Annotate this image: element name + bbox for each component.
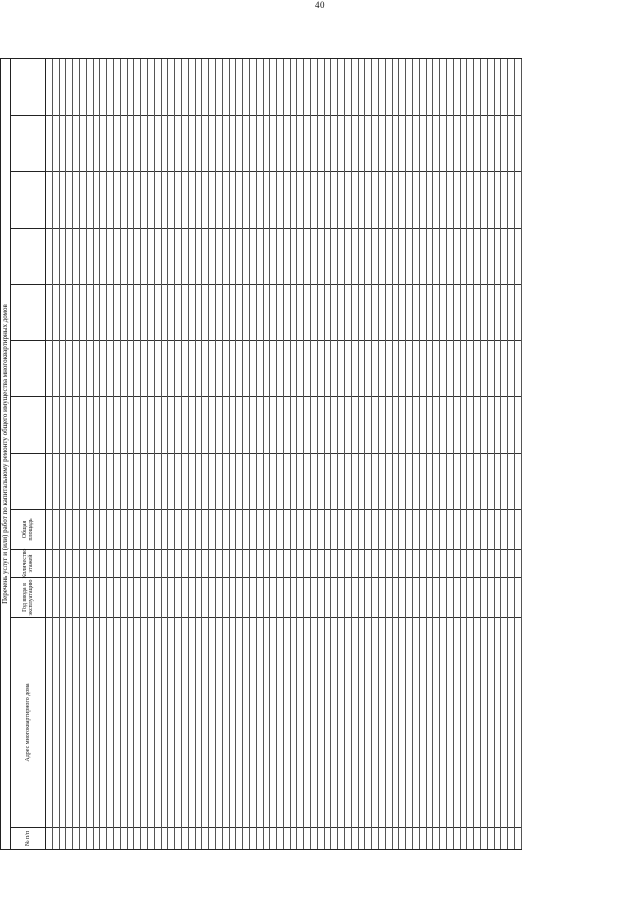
table-row xyxy=(243,59,250,849)
header-cell-4: Количество этажей xyxy=(11,549,45,577)
page-number: 40 xyxy=(315,0,325,10)
table-row xyxy=(495,59,502,849)
table-row xyxy=(60,59,67,849)
table-body xyxy=(46,59,522,849)
header-cell-3: Год ввода в эксплуатацию xyxy=(11,577,45,617)
table-row xyxy=(134,59,141,849)
header-cell-13 xyxy=(11,59,45,115)
table-row xyxy=(386,59,393,849)
table-row xyxy=(264,59,271,849)
table-row xyxy=(114,59,121,849)
table-row xyxy=(168,59,175,849)
table-row xyxy=(291,59,298,849)
table-row xyxy=(325,59,332,849)
table-row xyxy=(148,59,155,849)
rotated-repair-table xyxy=(0,58,522,850)
table-row xyxy=(175,59,182,849)
row-rules xyxy=(46,59,522,849)
table-row xyxy=(440,59,447,849)
header-cell-2: Адрес многоквартирного дома xyxy=(11,617,45,827)
table-row xyxy=(508,59,515,849)
table-row xyxy=(331,59,338,849)
table-row xyxy=(216,59,223,849)
header-cell-1: № п/п xyxy=(11,827,45,849)
table-row xyxy=(46,59,53,849)
table-row xyxy=(515,59,522,849)
table-row xyxy=(474,59,481,849)
table-row xyxy=(73,59,80,849)
header-cell-11 xyxy=(11,172,45,228)
table-header xyxy=(11,59,46,849)
table-row xyxy=(182,59,189,849)
table-row xyxy=(284,59,291,849)
table-row xyxy=(318,59,325,849)
table-row xyxy=(311,59,318,849)
table-row xyxy=(379,59,386,849)
header-cell-9 xyxy=(11,284,45,340)
table-row xyxy=(230,59,237,849)
table-row xyxy=(399,59,406,849)
table-row xyxy=(393,59,400,849)
table-row xyxy=(162,59,169,849)
table-row xyxy=(433,59,440,849)
table-row xyxy=(107,59,114,849)
table-row xyxy=(100,59,107,849)
table-row xyxy=(196,59,203,849)
table-row xyxy=(155,59,162,849)
header-cell-7 xyxy=(11,397,45,453)
table-row xyxy=(454,59,461,849)
table-row xyxy=(352,59,359,849)
table-row xyxy=(345,59,352,849)
table-row xyxy=(338,59,345,849)
table-row xyxy=(80,59,87,849)
header-cell-12 xyxy=(11,115,45,171)
table-row xyxy=(250,59,257,849)
table-row xyxy=(223,59,230,849)
table-row xyxy=(121,59,128,849)
table-row xyxy=(461,59,468,849)
table-row xyxy=(257,59,264,849)
table-title: Перечень услуг и (или) работ по капитальному ремонту общего имущества многоквартирных домов xyxy=(1,59,11,849)
table-row xyxy=(406,59,413,849)
table-row xyxy=(128,59,135,849)
table-row xyxy=(427,59,434,849)
table-row xyxy=(304,59,311,849)
header-cell-5: Общая площадь xyxy=(11,509,45,549)
table-row xyxy=(87,59,94,849)
table-row xyxy=(365,59,372,849)
table-row xyxy=(297,59,304,849)
table-row xyxy=(413,59,420,849)
table-row xyxy=(501,59,508,849)
table-row xyxy=(66,59,73,849)
table-row xyxy=(189,59,196,849)
table-row xyxy=(372,59,379,849)
table-row xyxy=(141,59,148,849)
header-cell-8 xyxy=(11,340,45,396)
table-row xyxy=(467,59,474,849)
table-row xyxy=(277,59,284,849)
table-row xyxy=(202,59,209,849)
header-cell-10 xyxy=(11,228,45,284)
table-row xyxy=(420,59,427,849)
table-row xyxy=(209,59,216,849)
header-cell-6 xyxy=(11,453,45,509)
table-row xyxy=(481,59,488,849)
table-row xyxy=(447,59,454,849)
table-row xyxy=(359,59,366,849)
table-row xyxy=(53,59,60,849)
table-row xyxy=(488,59,495,849)
table-row xyxy=(236,59,243,849)
table-row xyxy=(270,59,277,849)
table-row xyxy=(94,59,101,849)
